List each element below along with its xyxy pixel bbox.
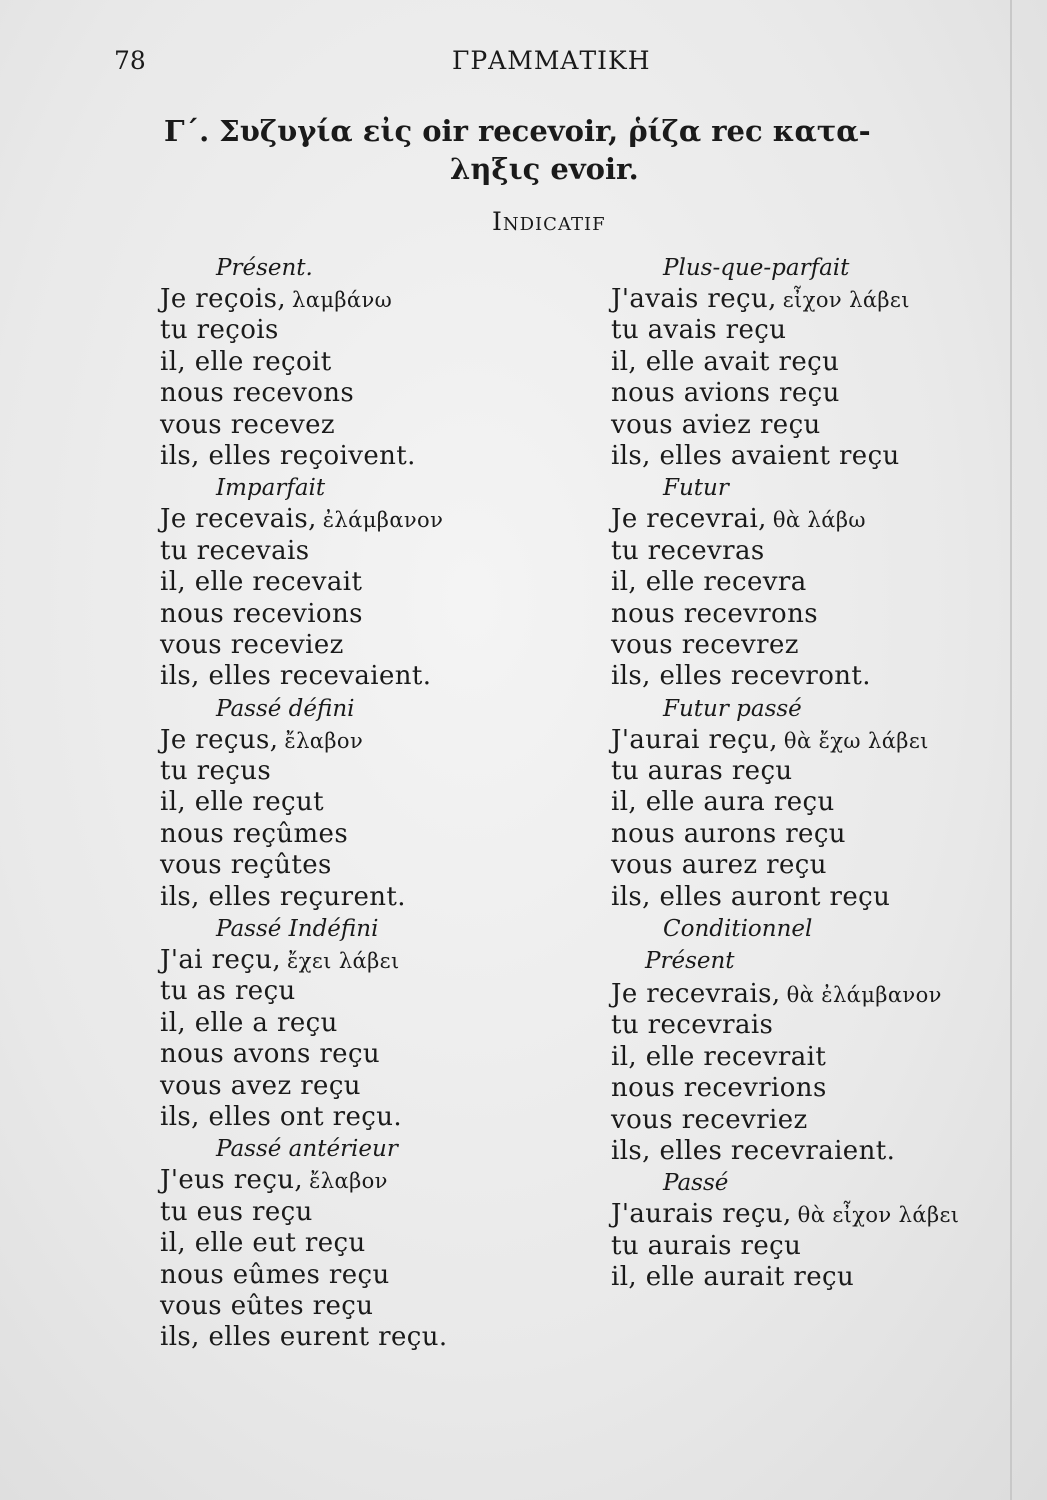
conjugation-line: il, elle reçut: [160, 787, 324, 818]
tense-heading: Passé défini: [216, 695, 355, 722]
running-head: ΓΡΑΜΜΑΤΙΚΗ: [452, 46, 651, 75]
tense-block-futur-passe: [611, 693, 1011, 913]
section-title-line-1: Γ΄. Συζυγία εἰς oir recevoir, ῥίζα rec κατα-: [164, 114, 871, 148]
page-number: 78: [114, 46, 146, 75]
conjugation-line: tu as reçu: [160, 976, 296, 1007]
conjugation-line: il, elle a reçu: [160, 1007, 338, 1038]
conjugation-line: il, elle eut reçu: [160, 1228, 366, 1259]
conjugation-line: il, elle recevait: [160, 567, 363, 598]
conjugation-line: vous receviez: [160, 629, 344, 660]
conjugation-line: ils, elles recevraient.: [611, 1135, 896, 1166]
conjugation-line: [160, 945, 500, 976]
tense-block-passe-anterieur: [160, 1133, 500, 1353]
section-title: [164, 112, 974, 188]
french-form: J'ai reçu,: [160, 945, 282, 976]
conjugation-line: tu recevras: [611, 535, 765, 566]
conjugation-line: [160, 725, 500, 756]
greek-gloss: ἔλαβον: [309, 1169, 388, 1194]
conjugation-line: ils, elles reçurent.: [160, 881, 406, 912]
conjugation-line: vous reçûtes: [160, 850, 332, 881]
tense-block-futur: [611, 472, 1011, 692]
conjugation-line: [160, 504, 500, 535]
conjugation-line: [611, 504, 1011, 535]
greek-gloss: ἔλαβον: [284, 728, 364, 753]
left-column: [160, 252, 500, 1354]
conjugation-line: [611, 284, 1011, 315]
french-form: Je reçus,: [160, 724, 279, 755]
french-form: J'avais reçu,: [611, 284, 777, 314]
conjugation-line: nous reçûmes: [160, 818, 349, 849]
conjugation-line: ils, elles ont reçu.: [160, 1101, 403, 1132]
right-column: [611, 252, 1011, 1294]
tense-block-present: [160, 252, 500, 472]
conjugation-line: ils, elles auront reçu: [611, 881, 891, 912]
tense-heading: Plus-que-parfait: [663, 255, 850, 281]
conjugation-line: nous recevons: [160, 378, 355, 409]
tense-heading: Passé: [663, 1170, 729, 1197]
greek-gloss: ἔχει λάβει: [287, 949, 400, 974]
conjugation-line: ils, elles eurent reçu.: [160, 1322, 448, 1353]
tense-heading: Imparfait: [216, 475, 326, 502]
french-form: Je recevais,: [160, 504, 317, 535]
conjugation-line: vous aurez reçu: [611, 850, 827, 881]
conjugation-line: tu recevrais: [611, 1010, 774, 1041]
greek-gloss: λαμβάνω: [292, 288, 393, 312]
conjugation-line: tu eus reçu: [160, 1196, 313, 1227]
conjugation-line: nous avons reçu: [160, 1039, 381, 1070]
conjugation-line: vous eûtes reçu: [160, 1290, 374, 1321]
section-title-line-2: ληξις evoir.: [450, 152, 639, 186]
tense-block-imparfait: [160, 472, 500, 692]
conjugation-line: ils, elles reçoivent.: [160, 440, 416, 471]
french-form: J'aurai reçu,: [611, 724, 778, 755]
french-form: Je recevrai,: [611, 504, 767, 535]
conjugation-line: ils, elles recevaient.: [160, 661, 432, 692]
conjugation-line: nous eûmes reçu: [160, 1259, 390, 1290]
conjugation-line: vous aviez reçu: [611, 409, 821, 440]
conjugation-line: il, elle recevrait: [611, 1041, 827, 1072]
tense-heading: Présent.: [216, 255, 313, 281]
tense-heading: Passé Indéfini: [216, 916, 379, 943]
conjugation-line: [611, 979, 1011, 1010]
french-form: J'eus reçu,: [160, 1165, 304, 1196]
conjugation-line: [160, 1165, 500, 1196]
conjugation-line: nous recevrons: [611, 598, 818, 629]
conjugation-line: il, elle avait reçu: [611, 346, 840, 377]
conjugation-line: vous avez reçu: [160, 1070, 361, 1101]
greek-gloss: θὰ ἔχω λάβει: [783, 728, 929, 753]
conjugation-line: vous recevrez: [611, 629, 799, 660]
conjugation-line: il, elle aurait reçu: [611, 1262, 855, 1293]
conjugation-line: [160, 284, 500, 315]
conjugation-line: [611, 725, 1011, 756]
french-form: Je reçois,: [160, 284, 287, 314]
conjugation-line: nous aurons reçu: [611, 818, 846, 849]
greek-gloss: θὰ ἐλάμβανον: [786, 983, 942, 1008]
greek-gloss: ἐλάμβανον: [322, 508, 444, 533]
conjugation-line: tu avais reçu: [611, 315, 787, 346]
conjugation-line: tu auras reçu: [611, 756, 793, 787]
mood-subheading: Conditionnel: [663, 916, 813, 943]
greek-gloss: θὰ λάβω: [772, 508, 866, 533]
conjugation-line: tu reçus: [160, 756, 272, 787]
tense-heading: Futur: [663, 475, 729, 502]
conjugation-line: vous recevriez: [611, 1104, 808, 1135]
conjugation-line: ils, elles recevront.: [611, 661, 871, 692]
greek-gloss: εἶχον λάβει: [782, 288, 910, 312]
conjugation-line: nous recevions: [160, 598, 363, 629]
conjugation-line: il, elle reçoit: [160, 346, 332, 377]
mood-heading: Indicatif: [492, 207, 606, 236]
tense-block-passe-indefini: [160, 913, 500, 1133]
french-form: Je recevrais,: [611, 979, 781, 1010]
tense-block-plus-que-parfait: [611, 252, 1011, 472]
conjugation-line: tu recevais: [160, 535, 310, 566]
french-form: J'aurais reçu,: [611, 1199, 792, 1230]
conjugation-line: il, elle aura reçu: [611, 787, 835, 818]
tense-heading: Passé antérieur: [216, 1136, 398, 1163]
conjugation-line: ils, elles avaient reçu: [611, 440, 900, 471]
tense-block-passe-defini: [160, 693, 500, 913]
conjugation-line: vous recevez: [160, 409, 336, 440]
mood-block-conditionnel: [611, 913, 1011, 1294]
conjugation-line: [611, 1199, 1011, 1230]
conjugation-line: tu aurais reçu: [611, 1230, 802, 1261]
conjugation-line: tu reçois: [160, 315, 279, 346]
tense-heading: Futur passé: [663, 695, 802, 722]
greek-gloss: θὰ εἶχον λάβει: [797, 1203, 960, 1228]
tense-heading: Présent: [645, 948, 735, 975]
conjugation-line: nous avions reçu: [611, 378, 840, 409]
conjugation-line: nous recevrions: [611, 1073, 827, 1104]
conjugation-line: il, elle recevra: [611, 567, 807, 598]
